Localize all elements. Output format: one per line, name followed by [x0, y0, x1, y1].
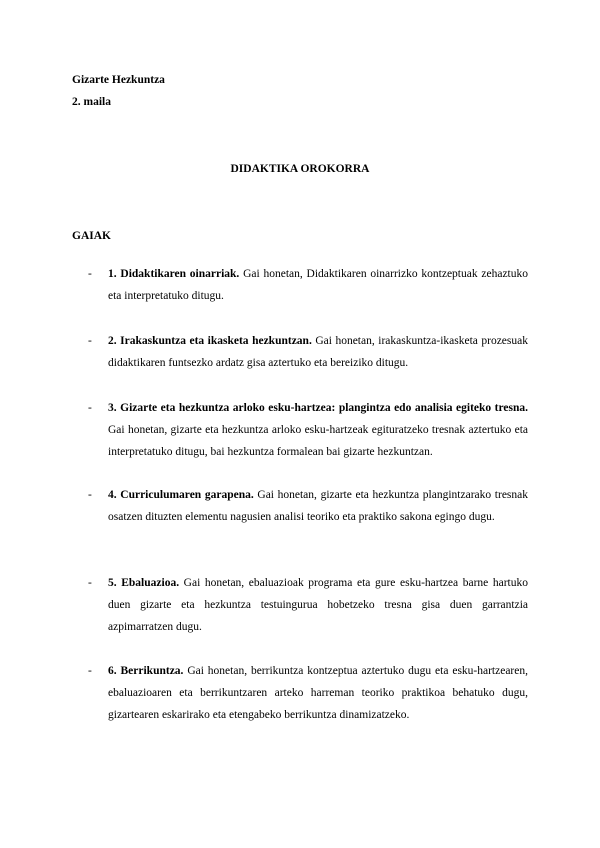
section-heading-topics: GAIAK: [72, 230, 111, 242]
topic-description: Gai honetan, Didaktikaren oinarrizko kontzeptuak zehaztuko eta interpretatuko ditugu.: [108, 268, 528, 302]
document-title: DIDAKTIKA OROKORRA: [230, 163, 370, 175]
topic-item-4: [88, 484, 528, 528]
topic-item-2: [88, 330, 528, 374]
topic-item-3: [88, 397, 528, 463]
topic-description: Gai honetan, irakaskuntza-ikasketa prozesuak didaktikaren funtsezko ardatz gisa aztertuko eta bereiziko ditugu.: [108, 335, 528, 369]
topic-description: Gai honetan, ebaluazioak programa eta gure esku-hartzea barne hartuko duen gizarte eta hezkuntza testuingurua hobetzeko tresna gisa duen garrantzia azpimarratzen dugu.: [108, 577, 528, 633]
topic-title: 3. Gizarte eta hezkuntza arloko esku-hartzea: plangintza edo analisia egiteko tresna.: [108, 402, 528, 414]
topic-bullet: -: [88, 665, 92, 677]
topic-title: 2. Irakaskuntza eta ikasketa hezkuntzan.: [108, 335, 312, 347]
topic-item-5: [88, 572, 528, 638]
topic-paragraph: [108, 397, 528, 463]
topic-item-1: [88, 263, 528, 307]
topic-title: 5. Ebaluazioa.: [108, 577, 180, 589]
topic-description: Gai honetan, berrikuntza kontzeptua aztertuko dugu eta esku-hartzearen, ebaluazioaren eta berrikuntzaren arteko harreman teoriko praktikoa behatuko dugu, gizartearen eskarirako eta etengabeko berrikuntza dinamizatzeko.: [108, 665, 528, 721]
topic-title: 4. Curriculumaren garapena.: [108, 489, 254, 501]
topic-paragraph: [108, 330, 528, 374]
topic-description: Gai honetan, gizarte eta hezkuntza arloko esku-hartzeak egituratzeko tresnak aztertuko eta interpretatuko ditugu, bai hezkuntza formalean bai gizarte hezkuntzan.: [108, 424, 528, 458]
course-year: 2. maila: [72, 96, 111, 108]
topic-paragraph: [108, 484, 528, 528]
topic-bullet: -: [88, 335, 92, 347]
topic-title: 1. Didaktikaren oinarriak.: [108, 268, 240, 280]
topic-description: Gai honetan, gizarte eta hezkuntza plangintzarako tresnak osatzen dituzten elementu nagusien analisi teoriko eta praktiko sakona egingo dugu.: [108, 489, 529, 523]
topic-item-6: [88, 660, 528, 726]
topic-title: 6. Berrikuntza.: [108, 665, 184, 677]
topic-paragraph: [108, 660, 528, 726]
topic-paragraph: [108, 263, 528, 307]
program-name: Gizarte Hezkuntza: [72, 74, 165, 86]
topic-bullet: -: [88, 489, 92, 501]
topic-bullet: -: [88, 268, 92, 280]
topic-paragraph: [108, 572, 528, 638]
topic-bullet: -: [88, 402, 92, 414]
topic-bullet: -: [88, 577, 92, 589]
